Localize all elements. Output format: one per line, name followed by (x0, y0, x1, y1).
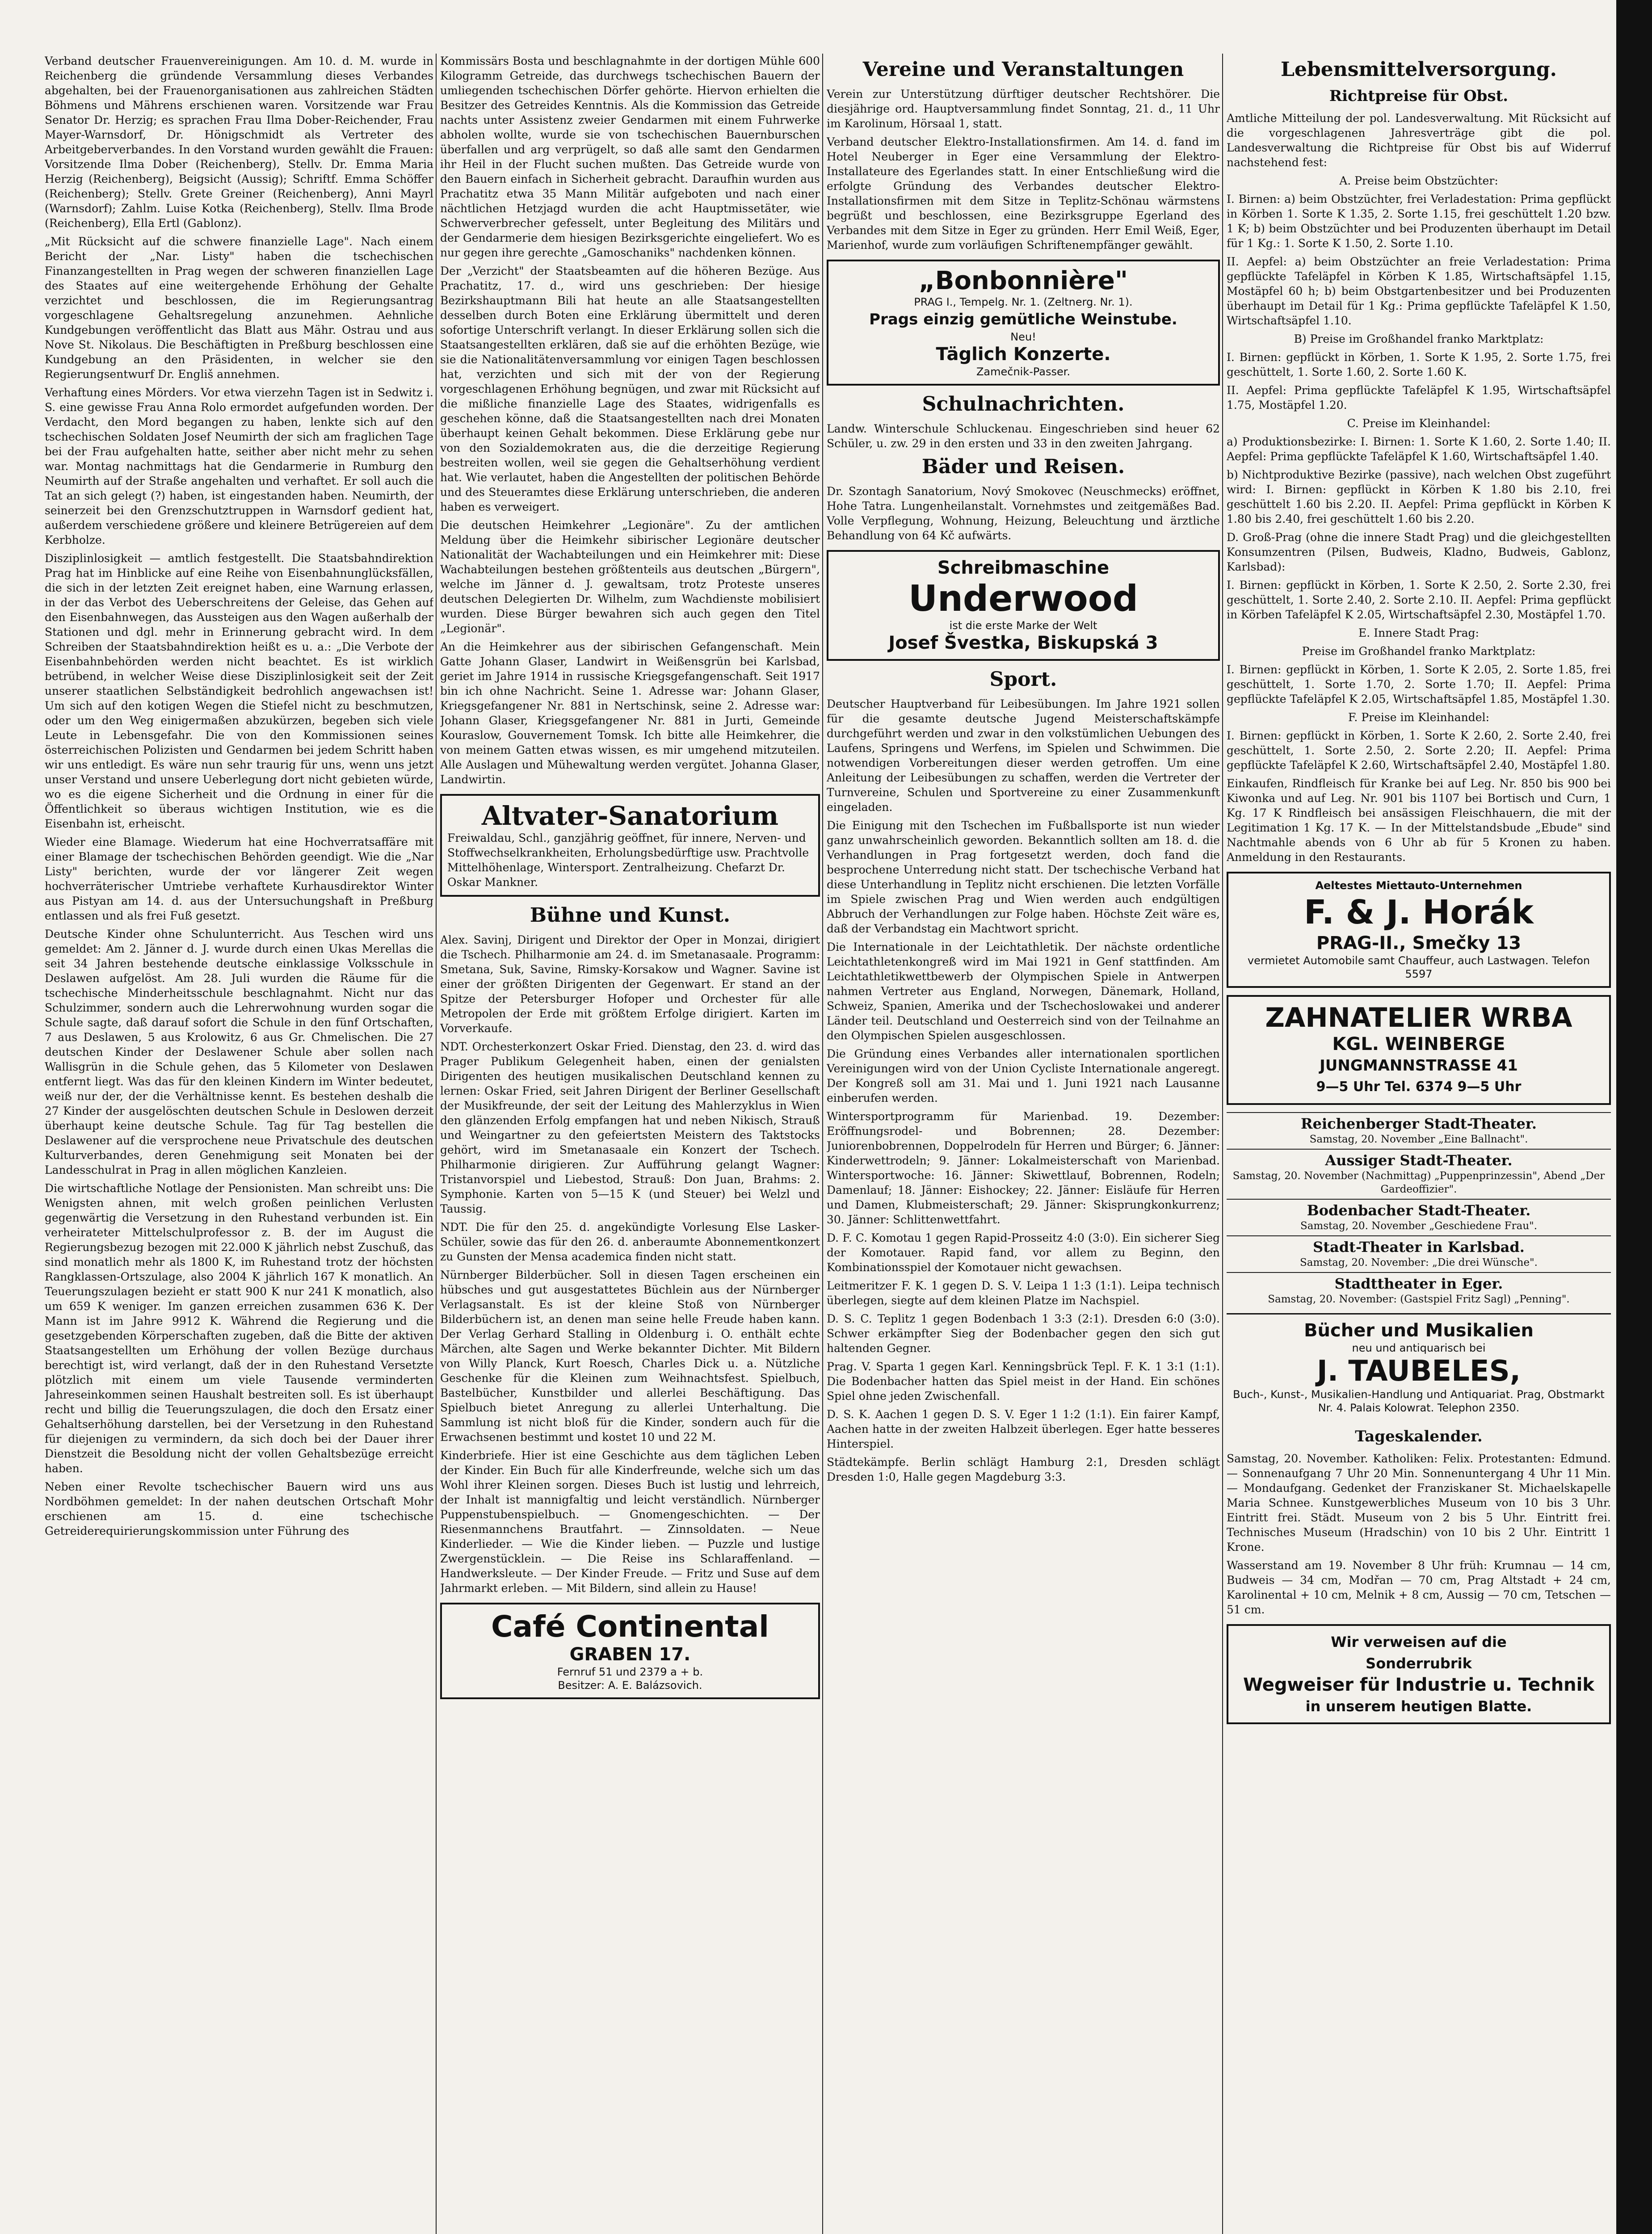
richtpreise-heading: Richtpreise für Obst. (1329, 87, 1509, 105)
theater-name: Aussiger Stadt-Theater. (1227, 1149, 1611, 1169)
article: Samstag, 20. November. Katholiken: Felix. Protestanten: Edmund. — Sonnenaufgang 7 Uhr 20 Min. Sonnenuntergang 4 Uhr 11 Min. — Mondaufgang. Gedenket der Franziskaner St. Michaelskapelle Maria Schnee. Kunstgewerbliches Museum von 10 bis 3 Uhr. Eintritt frei. Städt. Museum von 2 bis 5 Uhr. Eintritt frei. Technisches Museum (Hradschin) von 10 bis 2 Uhr. Eintritt 1 Krone. (1227, 1452, 1611, 1554)
article: Deutscher Hauptverband für Leibesübungen. Im Jahre 1921 sollen für die gesamte deutsche Jugend Meisterschaftskämpfe durchgeführt werden und zwar in den volkstümlichen Uebungen des Laufens, Springens und Werfens, im Spielen und Schwimmen. Die notwendigen Vorbereitungen dieser werden getroffen. Um eine Anleitung der Leibesübungen zu schaffen, werden die Vertreter der Turnvereine, Schulen und Sportvereine zu einer Zusammenkunft eingeladen. (827, 697, 1220, 814)
bonbonniere-ad (827, 260, 1220, 386)
theater-program: Samstag, 20. November „Geschiedene Frau". (1300, 1220, 1538, 1232)
article: Der „Verzicht" der Staatsbeamten auf die höheren Bezüge. Aus Prachatitz, 17. d., wird uns geschrieben: Der hiesige Bezirkshauptmann Bili hat heute an alle Staatsangestellten desselben durch Boten eine Erklärung übermittelt und deren sofortige Unterschrift verlangt. In dieser Erklärung sollen sich die Staatsangestellten erklären, daß sie auf die erhöhten Bezüge, wie sie die Nationalitätenversammlung vor einigen Tagen beschlossen hat, verzichten und sich mit der von der Regierung vorgeschlagenen Erhöhung begnügen, und zwar mit Rücksicht auf die mißliche finanzielle Lage des Staates, widrigenfalls es geschehen könne, daß die Staatsangestellten nach drei Monaten überhaupt keinen Gehalt bekommen. Diese Erklärung gebe nur von den Sozialdemokraten aus, die die derzeitige Regierung bestreiten wollen, weil sie gegen die Gehaltserhöhung verdient hat. Wie verlautet, haben die Angestellten der politischen Behörde und des Steueramtes diese Erklärung unterschrieben, die anderen haben es verweigert. (440, 265, 820, 513)
subheading: C. Preise im Kleinhandel: (1347, 417, 1491, 430)
article: a) Produktionsbezirke: I. Birnen: 1. Sorte K 1.60, 2. Sorte 1.40; II. Aepfel: Prima gepflückte Tafeläpfel K 1.60, Wirtschaftsäpfel 1.40. (1227, 435, 1611, 463)
cafe-title: Café Continental (491, 1609, 769, 1644)
article: Wasserstand am 19. November 8 Uhr früh: Krumnau — 14 cm, Budweis — 34 cm, Modřan — 70 cm, Prag Altstadt + 24 cm, Karolinental + 10 cm, Melnik + 8 cm, Aussig — 70 cm, Tetschen — 51 cm. (1227, 1559, 1611, 1616)
article: Landw. Winterschule Schluckenau. Eingeschrieben sind heuer 62 Schüler, u. zw. 29 in den ersten und 33 in den zweiten Jahrgang. (827, 422, 1220, 450)
bonbon-new: Neu! (1010, 331, 1036, 343)
article: Alex. Savinj, Dirigent und Direktor der Oper in Monzai, dirigiert die Tschech. Philharmonie am 24. d. im Smetanasaale. Programm: Smetana, Suk, Savine, Rimsky-Korsakow und Wagner. Savine ist einer der größten Dirigenten der Gegenwart. Er stand an der Spitze der Petersburger Hofoper und Orchester für alle Metropolen der Erde mit größtem Erfolge dirigiert. Karten im Vorverkaufe. (440, 933, 820, 1035)
subheading: E. Innere Stadt Prag: (1358, 626, 1479, 639)
horak-address: PRAG-II., Smečky 13 (1316, 933, 1522, 953)
altvater-body: Freiwaldau, Schl., ganzjährig geöffnet, für innere, Nerven- und Stoffwechselkrankheiten, Erholungsbedürftige usw. Prachtvolle Mittelhöhenlage, Wintersport. Zentralheizung. Chefarzt Dr. Oskar Mankner. (447, 831, 809, 889)
article: Die Internationale in der Leichtathletik. Der nächste ordentliche Leichtathletenkongreß wird im Mai 1921 in Genf stattfinden. Am Leichtathletikwettbewerb der Olympischen Spiele in Antwerpen nahmen Vertreter aus England, Norwegen, Dänemark, Holland, Schweiz, Spanien, Amerika und der Tschechoslowakei und anderer Länder teil. Deutschland und Oesterreich sind von der Teilnahme an den Olympischen Spielen ausgeschlossen. (827, 941, 1220, 1042)
article: Leitmeritzer F. K. 1 gegen D. S. V. Leipa 1 1:3 (1:1). Leipa technisch überlegen, siegte auf dem kleinen Platze im Nachspiel. (827, 1279, 1220, 1307)
article: Die Gründung eines Verbandes aller internationalen sportlichen Vereinigungen wird von der Union Cycliste Internationale angeregt. Der Kongreß soll am 31. Mai und 1. Juni 1921 nach Lausanne einberufen werden. (827, 1047, 1220, 1104)
wrba-place: KGL. WEINBERGE (1332, 1034, 1505, 1054)
cafe-phone: Fernruf 51 und 2379 a + b. (557, 1666, 703, 1678)
theater-name: Bodenbacher Stadt-Theater. (1227, 1199, 1611, 1219)
wegweiser-ad (1227, 1624, 1611, 1724)
article: II. Aepfel: Prima gepflückte Tafeläpfel K 1.95, Wirtschaftsäpfel 1.75, Mostäpfel 1.20. (1227, 384, 1611, 412)
taubeles-address: Buch-, Kunst-, Musikalien-Handlung und Antiquariat. Prag, Obstmarkt Nr. 4. Palais Kolowrat. Telephon 2350. (1233, 1388, 1605, 1414)
theater-program: Samstag, 20. November „Eine Ballnacht". (1309, 1134, 1528, 1145)
buecher-sub: neu und antiquarisch bei (1352, 1342, 1486, 1354)
buecher-title: Bücher und Musikalien (1304, 1320, 1534, 1341)
underwood-dealer: Josef Švestka, Biskupská 3 (888, 633, 1158, 653)
article: I. Birnen: gepflückt in Körben, 1. Sorte K 1.95, 2. Sorte 1.75, frei geschüttelt, 1. Sorte 1.60, 2. Sorte 1.60 K. (1227, 351, 1611, 378)
article: Städtekämpfe. Berlin schlägt Hamburg 2:1, Dresden schlägt Dresden 1:0, Halle gegen Magdeburg 3:3. (827, 1456, 1220, 1483)
wegweiser-line4: in unserem heutigen Blatte. (1305, 1698, 1532, 1715)
article: Kinderbriefe. Hier ist eine Geschichte aus dem täglichen Leben der Kinder. Ein Buch für alle Kinderfreunde, welche sich um das Wohl ihrer Kleinen sorgen. Dieses Buch ist lustig und lehrreich, der Inhalt ist mannigfaltig und leicht verständlich. Nürnberger Puppenstubenspielbuch. — Gnomengeschichten. — Der Riesenmannchens Brautfahrt. — Zinnsoldaten. — Neue Kinderlieder. — Wie die Kinder lieben. — Puzzle und lustige Zwergenstücklein. — Die Reise ins Schlaraffenland. — Handwerksleute. — Der Kinder Freude. — Fritz und Suse auf dem Jahrmarkt erleben. — Mit Bildern, sind allein zu Hause! (440, 1449, 820, 1595)
article: Amtliche Mitteilung der pol. Landesverwaltung. Mit Rücksicht auf die vorgeschlagenen Jahresverträge gibt die pol. Landesverwaltung die Richtpreise für Obst bis auf Widerruf nachstehend fest: (1227, 112, 1611, 169)
wrba-ad (1227, 995, 1611, 1105)
scan-edge (1616, 0, 1652, 2234)
article: D. F. C. Komotau 1 gegen Rapid-Prosseitz 4:0 (3:0). Ein sicherer Sieg der Komotauer. Rapid fand, vor allem zu Beginn, den Kombinationsspiel der Komotauer nicht gewachsen. (827, 1231, 1220, 1274)
wrba-name: ZAHNATELIER WRBA (1265, 1002, 1572, 1033)
column-4 (1227, 54, 1611, 2234)
theater-program: Samstag, 20. November: (Gastspiel Fritz Sagl) „Penning". (1268, 1293, 1570, 1305)
sport-heading: Sport. (989, 668, 1057, 691)
cafe-owner: Besitzer: A. E. Balázsovich. (558, 1679, 702, 1692)
wrba-hours: 9—5 Uhr Tel. 6374 9—5 Uhr (1316, 1079, 1522, 1095)
article: „Mit Rücksicht auf die schwere finanzielle Lage". Nach einem Bericht der „Nar. Listy" haben die tschechischen Finanzangestellten in Prag wegen der schweren finanziellen Lage des Staates auf eine weitergehende Erhöhung der Gehalte verzichtet und beschlossen, die im Regierungsantrag vorgeschlagene Gehaltsregelung anzunehmen. Aehnliche Kundgebungen veröffentlicht das Blatt aus Mähr. Ostrau und aus Nove St. Nikolaus. Die Beschäftigten in Preßburg beschlossen eine Kundgebung an den Präsidenten, in welcher sie den Regierungsentwurf Dr. Engliš annehmen. (45, 235, 433, 381)
wegweiser-line3: Wegweiser für Industrie u. Technik (1243, 1675, 1594, 1695)
column-1 (45, 54, 433, 2234)
altvater-title: Altvater-Sanatorium (481, 801, 779, 831)
bonbon-address: PRAG I., Tempelg. Nr. 1. (Zeltnerg. Nr. 1). (914, 296, 1133, 308)
subheading: B) Preise im Großhandel franko Marktplatz: (1294, 332, 1544, 345)
wegweiser-line1: Wir verweisen auf die (1331, 1634, 1507, 1650)
article: I. Birnen: gepflückt in Körben, 1. Sorte K 2.05, 2. Sorte 1.85, frei geschüttelt, 1. Sorte 1.70, 2. Sorte 1.70; II. Aepfel: Prima gepflückte Tafeläpfel K 2.05, Wirtschaftsäpfel 1.85, Mostäpfel 1.30. (1227, 663, 1611, 705)
column-3 (827, 54, 1220, 2234)
bonbon-concerts: Täglich Konzerte. (936, 344, 1111, 365)
lebens-heading: Lebensmittelversorgung. (1281, 58, 1557, 81)
article: I. Birnen: a) beim Obstzüchter, frei Verladestation: Prima gepflückt in Körben 1. Sorte K 1.35, 2. Sorte 1.15, frei geschüttelt 1.20 bzw. 1 K; b) beim Obstzüchter und bei Produzenten überhaupt im Detail für 1 Kg.: 1. Sorte K 1.50, 2. Sorte 1.10. (1227, 193, 1611, 250)
article: Die Einigung mit den Tschechen im Fußballsporte ist nun wieder ganz unwahrscheinlich geworden. Bekanntlich sollten am 18. d. die Verhandlungen in Prag fortgesetzt werden, doch fand die besprochene Unterredung nicht statt. Der tschechische Verband hat diese Unterhandlung in Teplitz nicht erschienen. Die letzten Vorfälle im Spiele zwischen Prag und Wien werden auch endgültigen Abbruch der Verhandlungen zur Folge haben. Höchste Zeit wäre es, daß der Verbandstag ein Machtwort spricht. (827, 819, 1220, 935)
horak-note: vermietet Automobile samt Chauffeur, auch Lastwagen. Telefon 5597 (1247, 954, 1590, 980)
article: Prag. V. Sparta 1 gegen Karl. Kenningsbrück Tepl. F. K. 1 3:1 (1:1). Die Bodenbacher hatten das Spiel meist in der Hand. Ein schönes Spiel ohne jeden Zwischenfall. (827, 1360, 1220, 1403)
article: Einkaufen, Rindfleisch für Kranke bei auf Leg. Nr. 850 bis 900 bei Kiwonka und auf Leg. Nr. 901 bis 1107 bei Bortisch und Curn, 1 Kg. 17 K Rindfleisch bei ansässigen Fleischhauern, die mit der Legitimation 1 Kg. 17 K. — In der Mittelstandsbude „Ebude" sind Nachtmahle abends von 6 Uhr ab für 5 Kronen zu haben. Anmeldung in den Restaurants. (1227, 777, 1611, 864)
article: Die wirtschaftliche Notlage der Pensionisten. Man schreibt uns: Die Wenigsten ahnen, mit welch großen peinlichen Verlusten gegenwärtig die Versetzung in den Ruhestand verbunden ist. Ein verheirateter Mittelschulprofessor z. B. der im August die Regierungsbezug bezogen mit 22.000 K jährlich nebst Zuschuß, das sind monatlich mehr als 1800 K, im Ruhestand trotz der höchsten Rangklassen-Ortszulage, also 2004 K jährlich 167 K monatlich. An Teuerungszulagen bezieht er statt 900 K nur 241 K monatlich, also um 659 K weniger. Im ganzen erreichen zusammen 636 K. Der Mann ist im Jahre 9912 K. Während die Regierung und die gesetzgebenden Körperschaften zugeben, daß die Bitte der aktiven Staatsangestellten um Erhöhung der vollen Bezüge durchaus berechtigt ist, wird verlangt, daß der in den Ruhestand Versetzte plötzlich mit einem um viele Tausende verminderten Jahreseinkommen seinen Haushalt bestreiten soll. Es ist überhaupt recht und billig die Teuerungszulagen, die doch den Ersatz einer Gehaltserhöhung darstellen, bei der Versetzung in den Ruhestand für diejenigen zu vermindern, da sich doch bei der Dauer ihrer Dienstzeit die Besoldung nicht der vollen Gehaltsbezüge erreicht haben. (45, 1182, 433, 1475)
underwood-ad (827, 550, 1220, 661)
article: An die Heimkehrer aus der sibirischen Gefangenschaft. Mein Gatte Johann Glaser, Landwirt in Weißensgrün bei Karlsbad, geriet im Jahre 1914 in russische Kriegsgefangenschaft. Seit 1917 bin ich ohne Nachricht. Seine 1. Adresse war: Johann Glaser, Kriegsgefangener Nr. 881 in Nertschinsk, seine 2. Adresse war: Johann Glaser, Kriegsgefangener Nr. 881 in Jurti, Gemeinde Kouraslow, Gouvernement Tomsk. Ich bitte alle Heimkehrer, die von meinem Gatten etwas wissen, es mir umgehend mitzuteilen. Alle Auslagen und Mühewaltung werden vergütet. Johanna Glaser, Landwirtin. (440, 640, 820, 786)
article: Verband deutscher Frauenvereinigungen. Am 10. d. M. wurde in Reichenberg die gründende Versammlung dieses Verbandes abgehalten, bei der Frauenorganisationen aus zahlreichen Städten Böhmens und Mährens erschienen waren. Vorsitzende war Frau Senator Dr. Herzig; es sprachen Frau Ilma Dober-Reichender, Frau Mayer-Warnsdorf, Dr. Hönigschmidt als Vertreter des Arbeitgeberverbandes. In den Vorstand wurden gewählt die Frauen: Vorsitzende Ilma Dober (Reichenberg), Stellv. Dr. Emma Maria Herzig (Reichenberg), Beigsicht (Aussig); Schriftf. Emma Schöffer (Reichenberg); Stellv. Grete Greiner (Reichenberg), Anni Mayrl (Warnsdorf); Zahlm. Luise Kotka (Reichenberg), Stellv. Ilma Brode (Reichenberg), Ella Ertl (Gablonz). (45, 55, 433, 230)
bonbon-owner: Zamečnik-Passer. (976, 365, 1071, 378)
article: Verhaftung eines Mörders. Vor etwa vierzehn Tagen ist in Sedwitz i. S. eine gewisse Frau Anna Rolo ermordet aufgefunden worden. Der Verdacht, den Mord begangen zu haben, lenkte sich auf den tschechischen Soldaten Josef Neumirth der sich am fraglichen Tage bei der Frau aufgehalten hatte, seither aber nicht mehr zu sehen war. Montag nachmittags hat die Gendarmerie in Rumburg den Neumirth auf der Straße angehalten und verhaftet. Er soll auch die Tat an sich gelegt (?) haben, ist eingestanden haben. Neumirth, der seinerzeit bei den Grenzschutztruppen in Warnsdorf gedient hat, außerdem verschiedene größere und kleinere Betrügereien auf dem Kerbholze. (45, 386, 433, 546)
article: Kommissärs Bosta und beschlagnahmte in der dortigen Mühle 600 Kilogramm Getreide, das durchwegs tschechischen Bauern der umliegenden tschechischen Dörfer gehörte. Hiervon erhielten die Besitzer des Getreides Kenntnis. Als die Kommission das Getreide nachts unter Assistenz zweier Gendarmen mit einem Fuhrwerke abholen wollte, wurde sie von tschechischen Bauernburschen überfallen und arg verprügelt, so daß alle samt den Gendarmen ihr Heil in der Flucht suchen mußten. Das Getreide wurde von den Bauern einfach in Sicherheit gebracht. Daraufhin wurden aus Prachatitz etwa 35 Mann Militär aufgeboten und nach einer nächtlichen Hetzjagd wurden die acht Hauptmissetäter, wie Schwerverbrecher gefesselt, unter Begleitung des Militärs und der Gendarmerie dem hiesigen Bezirksgerichte eingeliefert. Wo es nur gegen ihre gerechte „Gamoschaniks" nachdenken können. (440, 55, 820, 259)
article: Disziplinlosigkeit — amtlich festgestellt. Die Staatsbahndirektion Prag hat im Hinblicke auf eine Reihe von Eisenbahnunglücksfällen, die sich in der letzten Zeit ereignet haben, eine Warnung erlassen, in der das Verbot des Ueberschreitens der Geleise, das Gehen auf den Eisenbahnwegen, das Aussteigen aus den Wagen außerhalb der Stationen und dgl. mehr in Erinnerung gebracht wird. In dem Schreiben der Staatsbahndirektion heißt es u. a.: „Die Verbote der Eisenbahnbehörden werden nicht beachtet. Es ist wirklich betrübend, in welcher Weise diese Disziplinlosigkeit seit der Zeit unserer staatlichen Selbständigkeit bedrohlich angewachsen ist! Um sich auf den kotigen Wegen die Stiefel nicht zu beschmutzen, oder um den Weg einigermaßen abzukürzen, begeben sich viele Leute in Lebensgefahr. Die von den Kommissionen seines österreichischen Polizisten und Gendarmen bei jedem Schritt haben wir uns entledigt. Es wäre nun sehr traurig für uns, wenn uns jetzt unser Verstand und unsere Ueberlegung dort nicht gebieten würde, wo es die eigene Sicherheit und die Ordnung in einer für die Öffentlichkeit so überaus wichtigen Institution, wie es die Eisenbahn ist, erheischt. (45, 552, 433, 830)
wegweiser-line2: Sonderrubrik (1366, 1655, 1472, 1672)
theater-program: Samstag, 20. November (Nachmittag) „Puppenprinzessin", Abend „Der Gardeoffizier". (1232, 1170, 1605, 1195)
theater-name: Stadt-Theater in Karlsbad. (1227, 1235, 1611, 1256)
altvater-ad (440, 794, 820, 897)
underwood-name: Underwood (908, 578, 1138, 619)
article: Neben einer Revolte tschechischer Bauern wird uns aus Nordböhmen gemeldet: In der nahen deutschen Ortschaft Mohr erschienen am 15. d. eine tschechische Getreiderequirierungskommission unter Führung des (45, 1480, 433, 1537)
bonbon-title: „Bonbonnière" (918, 266, 1128, 295)
theater-name: Stadttheater in Eger. (1227, 1272, 1611, 1293)
article: b) Nichtproduktive Bezirke (passive), nach welchen Obst zugeführt wird: I. Birnen: gepflückt in Körben K 1.80 bis 2.10, frei geschüttelt 1.60 bis 2.20. II. Aepfel: Prima gepflückt in Körben K 1.80 bis 2.40, frei geschüttelt 1.60 bis 2.20. (1227, 468, 1611, 525)
column-rule (1222, 54, 1223, 2234)
article: Deutsche Kinder ohne Schulunterricht. Aus Teschen wird uns gemeldet: Am 2. Jänner d. J. wurde durch einen Ukas Merellas die seit 34 Jahren bestehende deutsche einklassige Volksschule in Deslawen aufgelöst. Am 28. Juli wurden die Räume für die tschechische Minderheitsschule beschlagnahmt. Nicht nur das Schulzimmer, sondern auch die Lehrerwohnung wurden sogar die Schule sagte, daß darauf sofort die Schule in den fünf Ortschaften, 7 aus Deslawen, 5 aus Krolowitz, 6 aus Gr. Chmelischen. Die 27 deutschen Kinder der Deslawener Schule aber sollen nach Wallisgrün in die Schule gehen, das 5 Kilometer von Deslawen entfernt liegt. Was das für den kleinen Kindern im Winter bedeutet, weiß nur der, der die Verhältnisse kennt. Es bestehen deshalb die 27 Kinder der ausgelöschten deutschen Schule in Deslowen derzeit überhaupt keine deutsche Schule. Tag für Tag bestellen die Deslawener auf die versprochene neue Privatschule des deutschen Kulturverbandes, deren Genehmigung seit Monaten bei der Landesschulrat in Prag in allen möglichen Kanzleien. (45, 928, 433, 1176)
taubeles-ad (1227, 1313, 1611, 1420)
schul-heading: Schulnachrichten. (922, 393, 1125, 416)
article: II. Aepfel: a) beim Obstzüchter an freie Verladestation: Prima gepflückte Tafeläpfel in Körben K 1.85, Wirtschaftsäpfel 1.15, Mostäpfel 60 h; b) beim Obstgartenbesitzer und bei Produzenten überhaupt im Detail für 1 Kg.: Prima gepflückte Tafeläpfel K 1.50, Wirtschaftsäpfel 1.10. (1227, 255, 1611, 327)
article: Wieder eine Blamage. Wiederum hat eine Hochverratsaffäre mit einer Blamage der tschechischen Behörden geendigt. Wie die „Nar Listy" berichten, wurde der vor längerer Zeit wegen hochverräterischer Umtriebe verhaftete Kurhausdirektor Winter aus Pistyan am 14. d. aus der Untersuchungshaft in Preßburg entlassen und als frei Fuß gesetzt. (45, 836, 433, 922)
horak-name: F. & J. Horák (1304, 893, 1534, 932)
horak-ad (1227, 872, 1611, 988)
article: I. Birnen: gepflückt in Körben, 1. Sorte K 2.60, 2. Sorte 2.40, frei geschüttelt, 1. Sorte 2.50, 2. Sorte 2.20; II. Aepfel: Prima gepflückte Tafeläpfel K 2.60, Wirtschaftsäpfel 2.40, Mostäpfel 1.80. (1227, 729, 1611, 772)
underwood-claim: ist die erste Marke der Welt (949, 619, 1097, 632)
article: D. S. C. Teplitz 1 gegen Bodenbach 1 3:3 (2:1). Dresden 6:0 (3:0). Schwer erkämpfter Sieg der Bodenbacher gegen den sich gut haltenden Gegner. (827, 1312, 1220, 1355)
column-rule (822, 54, 823, 2234)
article: D. Groß-Prag (ohne die innere Stadt Prag) und die gleichgestellten Konsumzentren (Pilsen, Budweis, Kladno, Budweis, Gablonz, Karlsbad): (1227, 531, 1611, 573)
baeder-heading: Bäder und Reisen. (921, 455, 1125, 478)
horak-top: Aeltestes Miettauto-Unternehmen (1315, 879, 1522, 892)
vereine-heading: Vereine und Veranstaltungen (862, 58, 1184, 81)
column-2 (440, 54, 820, 2234)
column-rule (436, 54, 437, 2234)
article: Nürnberger Bilderbücher. Soll in diesen Tagen erscheinen ein hübsches und gut ausgestattetes Büchlein aus der Nürnberger Verlagsanstalt. Es ist der kleine Stoß von Nürnberger Bilderbüchern ist, an denen man seine helle Freude haben kann. Der Verlag Gerhard Stalling in Oldenburg i. O. enthält echte Märchen, alte Sagen und Werke bekannter Dichter. Mit Bildern von Willy Planck, Kurt Roesch, Charles Dick u. a. Nützliche Geschenke für die Kleinen zum Weihnachtsfest. Spielbuch, Bastelbücher, Kunstbilder und allerlei Beschäftigung. Das Spielbuch bietet Anregung zu allerlei Unterhaltung. Die Sammlung ist nicht bloß für die Kinder, sondern auch für die Erwachsenen bestimmt und kostet 10 und 22 M. (440, 1268, 820, 1444)
buehne-heading: Bühne und Kunst. (530, 904, 731, 927)
theater-name: Reichenberger Stadt-Theater. (1227, 1112, 1611, 1133)
taubeles-name: J. TAUBELES, (1316, 1355, 1521, 1388)
wrba-street: JUNGMANNSTRASSE 41 (1320, 1057, 1518, 1075)
subheading: Preise im Großhandel franko Marktplatz: (1302, 645, 1536, 658)
article: Wintersportprogramm für Marienbad. 19. Dezember: Eröffnungsrodel- und Bobrennen; 28. Dezember: Juniorenbobrennen, Doppelrodeln für Herren und Bürger; 6. Jänner: Kinderwettrodeln; 9. Jänner: Lokalmeisterschaft von Marienbad. Wintersportwoche: 16. Jänner: Skiwettlauf, Bobrennen, Rodeln; Damenlauf; 18. Jänner: Eishockey; 22. Jänner: Eisläufe für Herren und Damen, Klubmeisterschaft; 29. Jänner: Skisprungkonkurrenz; 30. Jänner: Schlittenwettfahrt. (827, 1110, 1220, 1226)
theater-program: Samstag, 20. November: „Die drei Wünsche". (1299, 1257, 1538, 1268)
article: Verein zur Unterstützung dürftiger deutscher Rechtshörer. Die diesjährige ord. Hauptversammlung findet Sonntag, 21. d., 11 Uhr im Karolinum, Hörsaal 1, statt. (827, 88, 1220, 130)
article: NDT. Die für den 25. d. angekündigte Vorlesung Else Lasker-Schüler, sowie das für den 26. d. anberaumte Abonnementkonzert zu Gunsten der Mensa academica finden nicht statt. (440, 1221, 820, 1263)
article: Dr. Szontagh Sanatorium, Nový Smokovec (Neuschmecks) eröffnet, Hohe Tatra. Lungenheilanstalt. Vornehmstes und zeitgemäßes Bad. Volle Verpflegung, Wohnung, Heizung, Beleuchtung und ärztliche Behandlung von 64 Kč aufwärts. (827, 485, 1220, 542)
subheading: A. Preise beim Obstzüchter: (1339, 174, 1498, 187)
article: Verband deutscher Elektro-Installationsfirmen. Am 14. d. fand im Hotel Neuberger in Eger eine Versammlung der Elektro-Installateure des Egerlandes statt. In einer Entschließung wird die erfolgte Gründung des Verbandes deutscher Elektro-Installationsfirmen mit dem Sitze in Teplitz-Schönau wärmstens begrüßt und beschlossen, eine Bezirksgruppe Egerland des Verbandes mit dem Sitze in Eger zu gründen. Herr Emil Weiß, Eger, Marienhof, wurde zum vorläufigen Schriftenempfänger gewählt. (827, 135, 1220, 252)
cafe-continental-ad (440, 1603, 820, 1699)
bonbon-tagline: Prags einzig gemütliche Weinstube. (869, 311, 1177, 328)
article: D. S. K. Aachen 1 gegen D. S. V. Eger 1 1:2 (1:1). Ein fairer Kampf, Aachen hatte in der zweiten Halbzeit überlegen. Eger hatte besseres Hinterspiel. (827, 1408, 1220, 1450)
underwood-top: Schreibmaschine (937, 558, 1110, 578)
cafe-street: GRABEN 17. (569, 1644, 691, 1665)
article: I. Birnen: gepflückt in Körben, 1. Sorte K 2.50, 2. Sorte 2.30, frei geschüttelt, 1. Sorte 2.40, 2. Sorte 2.10. II. Aepfel: Prima gepflückt in Körben Tafeläpfel K 2.05, Wirtschaftsäpfel 2.30, Mostäpfel 1.70. (1227, 579, 1611, 621)
article: NDT. Orchesterkonzert Oskar Fried. Dienstag, den 23. d. wird das Prager Publikum Gelegenheit haben, einen der genialsten Dirigenten des heutigen musikalischen Deutschland kennen zu lernen: Oskar Fried, seit Jahren Dirigent der Berliner Gesellschaft der Musikfreunde, der seit der Leitung des Mahlerzyklus in Wien den glänzenden Erfolg empfangen hat und neben Nikisch, Strauß und Weingartner zu den gefeiertsten Meistern des Taktstocks gehört, wird im Smetanasaale ein Konzert der Tschech. Philharmonie dirigieren. Zur Aufführung gelangt Wagner: Tristanvorspiel und Liebestod, Strauß: Don Juan, Brahms: 2. Symphonie. Karten von 5—15 K (und Steuer) bei Welzl und Taussig. (440, 1040, 820, 1215)
article: Die deutschen Heimkehrer „Legionäre". Zu der amtlichen Meldung über die Heimkehr sibirischer Legionäre deutscher Nationalität der Wachabteilungen und ein Heimkehrer mit: Diese Wachabteilungen bestehen größtenteils aus deutschen „Bürgern", welche im Jänner d. J. gewaltsam, trotz Proteste unseres deutschen Delegierten Dr. Wilhelm, zum Wachdienste mobilisiert wurden. Diese Bürger bewahren sich auch gegen den Titel „Legionär". (440, 519, 820, 635)
subheading: F. Preise im Kleinhandel: (1348, 711, 1489, 724)
tageskalender-heading: Tageskalender. (1355, 1428, 1483, 1445)
